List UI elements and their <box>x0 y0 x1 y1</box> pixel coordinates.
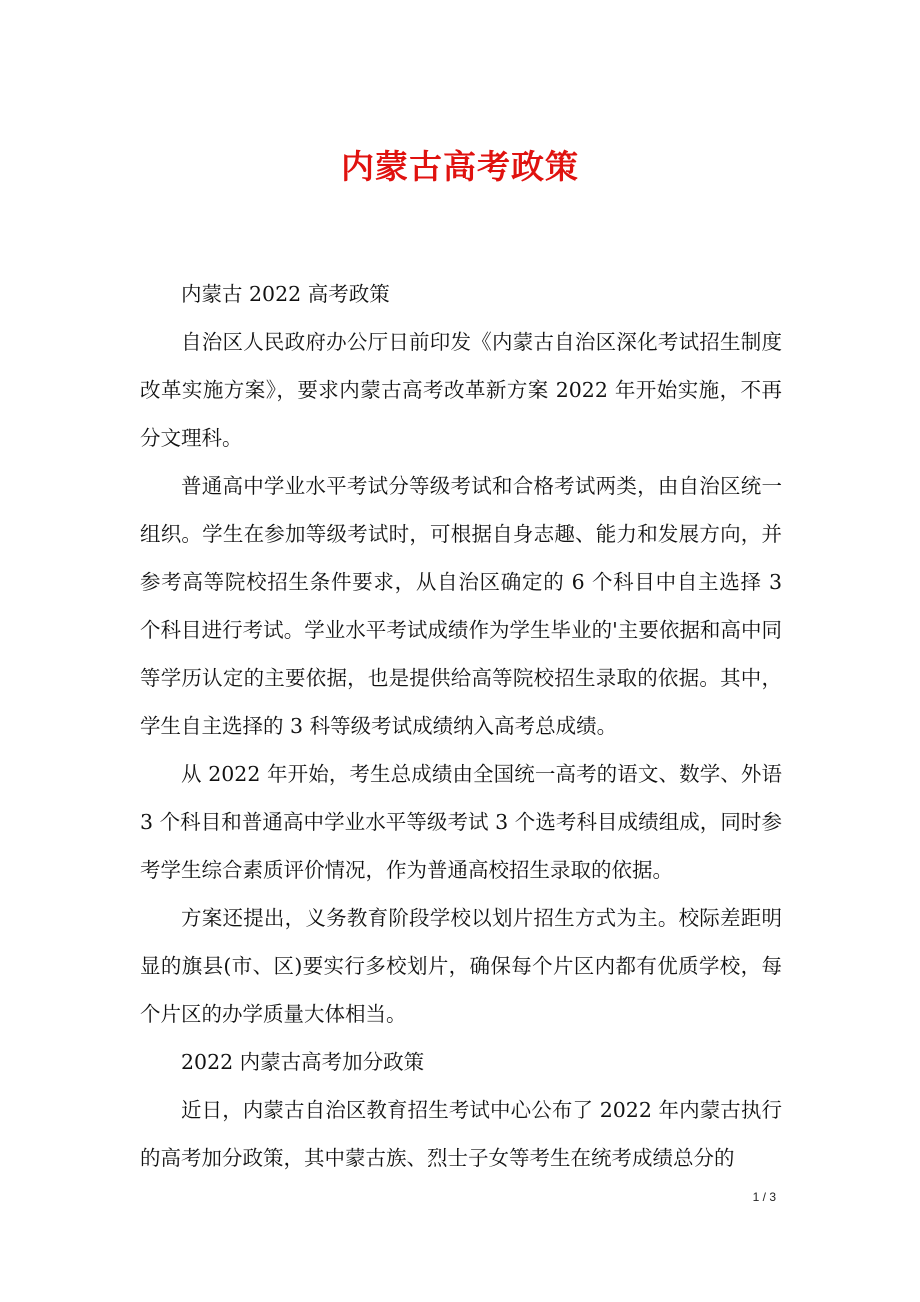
paragraph-compulsory-education: 方案还提出，义务教育阶段学校以划片招生方式为主。校际差距明显的旗县(市、区)要实行多校划片，确保每个片区内都有优质学校，每个片区的办学质量大体相当。 <box>140 906 782 1026</box>
document-title: 内蒙古高考政策 <box>341 147 579 186</box>
paragraph-reform-plan: 自治区人民政府办公厅日前印发《内蒙古自治区深化考试招生制度改革实施方案》，要求内蒙古高考改革新方案 2022 年开始实施，不再分文理科。 <box>140 330 782 450</box>
paragraph-heading-bonus-policy: 2022 内蒙古高考加分政策 <box>181 1050 425 1074</box>
paragraph-heading-2022-policy: 内蒙古 2022 高考政策 <box>181 282 390 306</box>
paragraph-total-score: 从 2022 年开始，考生总成绩由全国统一高考的语文、数学、外语 3 个科目和普通高中学业水平等级考试 3 个选考科目成绩组成，同时参考学生综合素质评价情况，作为普通高校招生录取的依据。 <box>140 762 782 882</box>
paragraph-academic-test: 普通高中学业水平考试分等级考试和合格考试两类，由自治区统一组织。学生在参加等级考试时，可根据自身志趣、能力和发展方向，并参考高等院校招生条件要求，从自治区确定的 6 个科目中自主选择 3 个科目进行考试。学业水平考试成绩作为学生毕业的'主要依据和高中同等学历认定的主要依据，也是提供给高等院校招生录取的依据。其中，学生自主选择的 3 科等级考试成绩纳入高考总成绩。 <box>140 474 782 738</box>
page-number: 1 / 3 <box>752 1190 776 1204</box>
paragraph-bonus-details: 近日，内蒙古自治区教育招生考试中心公布了 2022 年内蒙古执行的高考加分政策，其中蒙古族、烈士子女等考生在统考成绩总分的 <box>140 1098 782 1170</box>
document-body <box>140 270 782 1182</box>
